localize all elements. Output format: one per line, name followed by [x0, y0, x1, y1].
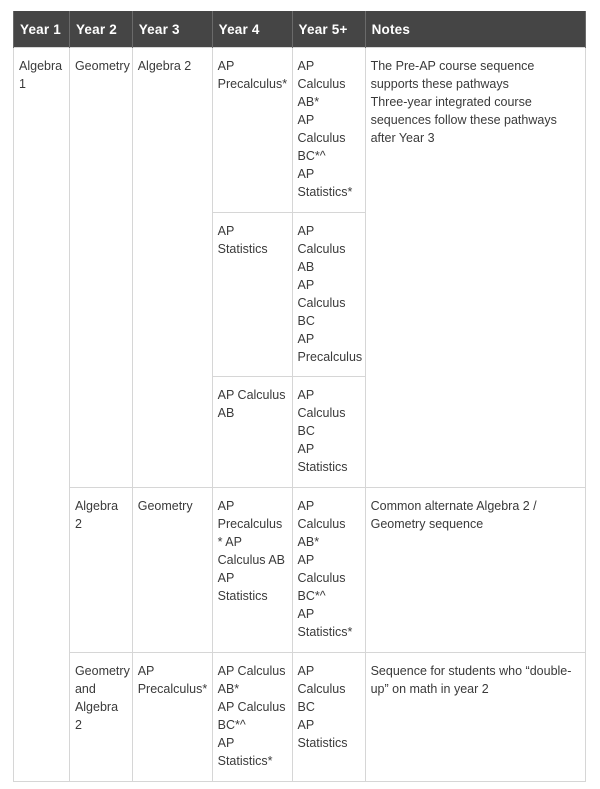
cell-line: Three-year integrated course — [370, 95, 532, 109]
cell-line: Statistics — [297, 736, 348, 750]
table-row — [14, 488, 586, 653]
cell-line: AP — [217, 571, 235, 585]
cell-line: 1 — [19, 77, 26, 91]
cell-line: Common alternate Algebra 2 / — [370, 499, 537, 513]
cell-line: Calculus — [297, 242, 346, 256]
cell-line: supports these pathways — [370, 77, 509, 91]
cell-line: Precalculus* — [137, 682, 208, 696]
cell-line: AP — [217, 59, 235, 73]
cell-line: AP — [297, 278, 315, 292]
cell-line: * AP — [217, 535, 242, 549]
cell-line: AP — [297, 718, 315, 732]
cell-year-1 — [14, 48, 70, 782]
cell-line: Geometry — [137, 499, 193, 513]
header-year-2: Year 2 — [69, 11, 132, 48]
cell-line: Calculus — [297, 517, 346, 531]
cell-line: Algebra 2 — [137, 59, 192, 73]
cell-line: Precalculus* — [217, 77, 288, 91]
cell-year-3 — [132, 653, 212, 782]
cell-year-5 — [292, 488, 365, 653]
header-year-1: Year 1 — [14, 11, 70, 48]
cell-notes — [365, 488, 585, 653]
cell-line: AB — [297, 260, 315, 274]
cell-line: The Pre-AP course sequence — [370, 59, 535, 73]
cell-line: Calculus — [297, 406, 346, 420]
cell-line: BC — [297, 314, 315, 328]
cell-line: Geometry sequence — [370, 517, 484, 531]
cell-line: AP — [217, 224, 235, 238]
cell-line: Algebra 2 — [74, 499, 119, 531]
cell-line: BC*^ — [297, 149, 326, 163]
cell-line: AP — [297, 113, 315, 127]
cell-line: Precalculus — [217, 517, 283, 531]
cell-year-2 — [69, 48, 132, 488]
cell-line: AP Calculus — [217, 700, 286, 714]
header-row — [14, 11, 586, 48]
cell-line: AP — [297, 224, 315, 238]
cell-line: Geometry — [74, 664, 130, 678]
cell-line: Algebra — [19, 59, 63, 73]
cell-line: AP — [217, 499, 235, 513]
cell-line: AP — [297, 442, 315, 456]
cell-year-4 — [212, 488, 292, 653]
cell-line: BC*^ — [297, 589, 326, 603]
cell-line: after Year 3 — [370, 131, 435, 145]
cell-line: AP — [297, 167, 315, 181]
math-pathways-table — [13, 11, 586, 782]
cell-line: AB* — [297, 95, 320, 109]
header-year-3: Year 3 — [132, 11, 212, 48]
cell-line: Statistics* — [297, 185, 353, 199]
cell-line: AP — [297, 499, 315, 513]
cell-line: Calculus — [297, 571, 346, 585]
cell-line: Geometry — [74, 59, 130, 73]
header-year-5-plus: Year 5+ — [292, 11, 365, 48]
cell-line: Calculus — [297, 77, 346, 91]
cell-notes — [365, 653, 585, 782]
cell-line: AP — [297, 553, 315, 567]
table-row — [14, 653, 586, 782]
cell-line: Calculus — [297, 682, 346, 696]
cell-line: Calculus AB — [217, 553, 286, 567]
cell-year-3 — [132, 488, 212, 653]
cell-line: sequences follow these pathways — [370, 113, 557, 127]
cell-year-2 — [69, 653, 132, 782]
pathways-table-container — [13, 11, 586, 782]
cell-line: AP — [137, 664, 155, 678]
cell-line: AP — [297, 59, 315, 73]
header-year-4: Year 4 — [212, 11, 292, 48]
cell-year-2 — [69, 488, 132, 653]
cell-notes — [365, 48, 585, 488]
cell-line: AB — [217, 406, 235, 420]
cell-line: Statistics* — [217, 754, 273, 768]
cell-line: AP — [297, 332, 315, 346]
cell-line: BC*^ — [217, 718, 246, 732]
cell-year-4 — [212, 213, 292, 377]
cell-line: and — [74, 682, 96, 696]
cell-line: AP — [217, 736, 235, 750]
cell-year-5 — [292, 213, 365, 377]
cell-line: AP — [297, 607, 315, 621]
cell-line: BC — [297, 700, 315, 714]
cell-line: Algebra 2 — [74, 700, 119, 732]
cell-year-5 — [292, 48, 365, 213]
cell-year-5 — [292, 377, 365, 488]
cell-line: AP Calculus — [217, 664, 286, 678]
cell-line: AB* — [297, 535, 320, 549]
cell-line: AP Calculus — [217, 388, 286, 402]
table-row — [14, 48, 586, 213]
cell-line: BC — [297, 424, 315, 438]
cell-line: Precalculus — [297, 350, 363, 364]
cell-line: AB* — [217, 682, 240, 696]
cell-year-4 — [212, 377, 292, 488]
cell-line: Sequence for students who “double- — [370, 664, 572, 678]
cell-line: Statistics — [217, 589, 268, 603]
cell-year-4 — [212, 48, 292, 213]
cell-year-4 — [212, 653, 292, 782]
cell-line: Calculus — [297, 131, 346, 145]
cell-line: AP — [297, 388, 315, 402]
cell-line: Calculus — [297, 296, 346, 310]
cell-line: Statistics — [217, 242, 268, 256]
cell-line: up” on math in year 2 — [370, 682, 489, 696]
cell-line: Statistics* — [297, 625, 353, 639]
header-notes: Notes — [365, 11, 585, 48]
cell-line: AP — [297, 664, 315, 678]
cell-year-3 — [132, 48, 212, 488]
cell-line: Statistics — [297, 460, 348, 474]
cell-year-5 — [292, 653, 365, 782]
